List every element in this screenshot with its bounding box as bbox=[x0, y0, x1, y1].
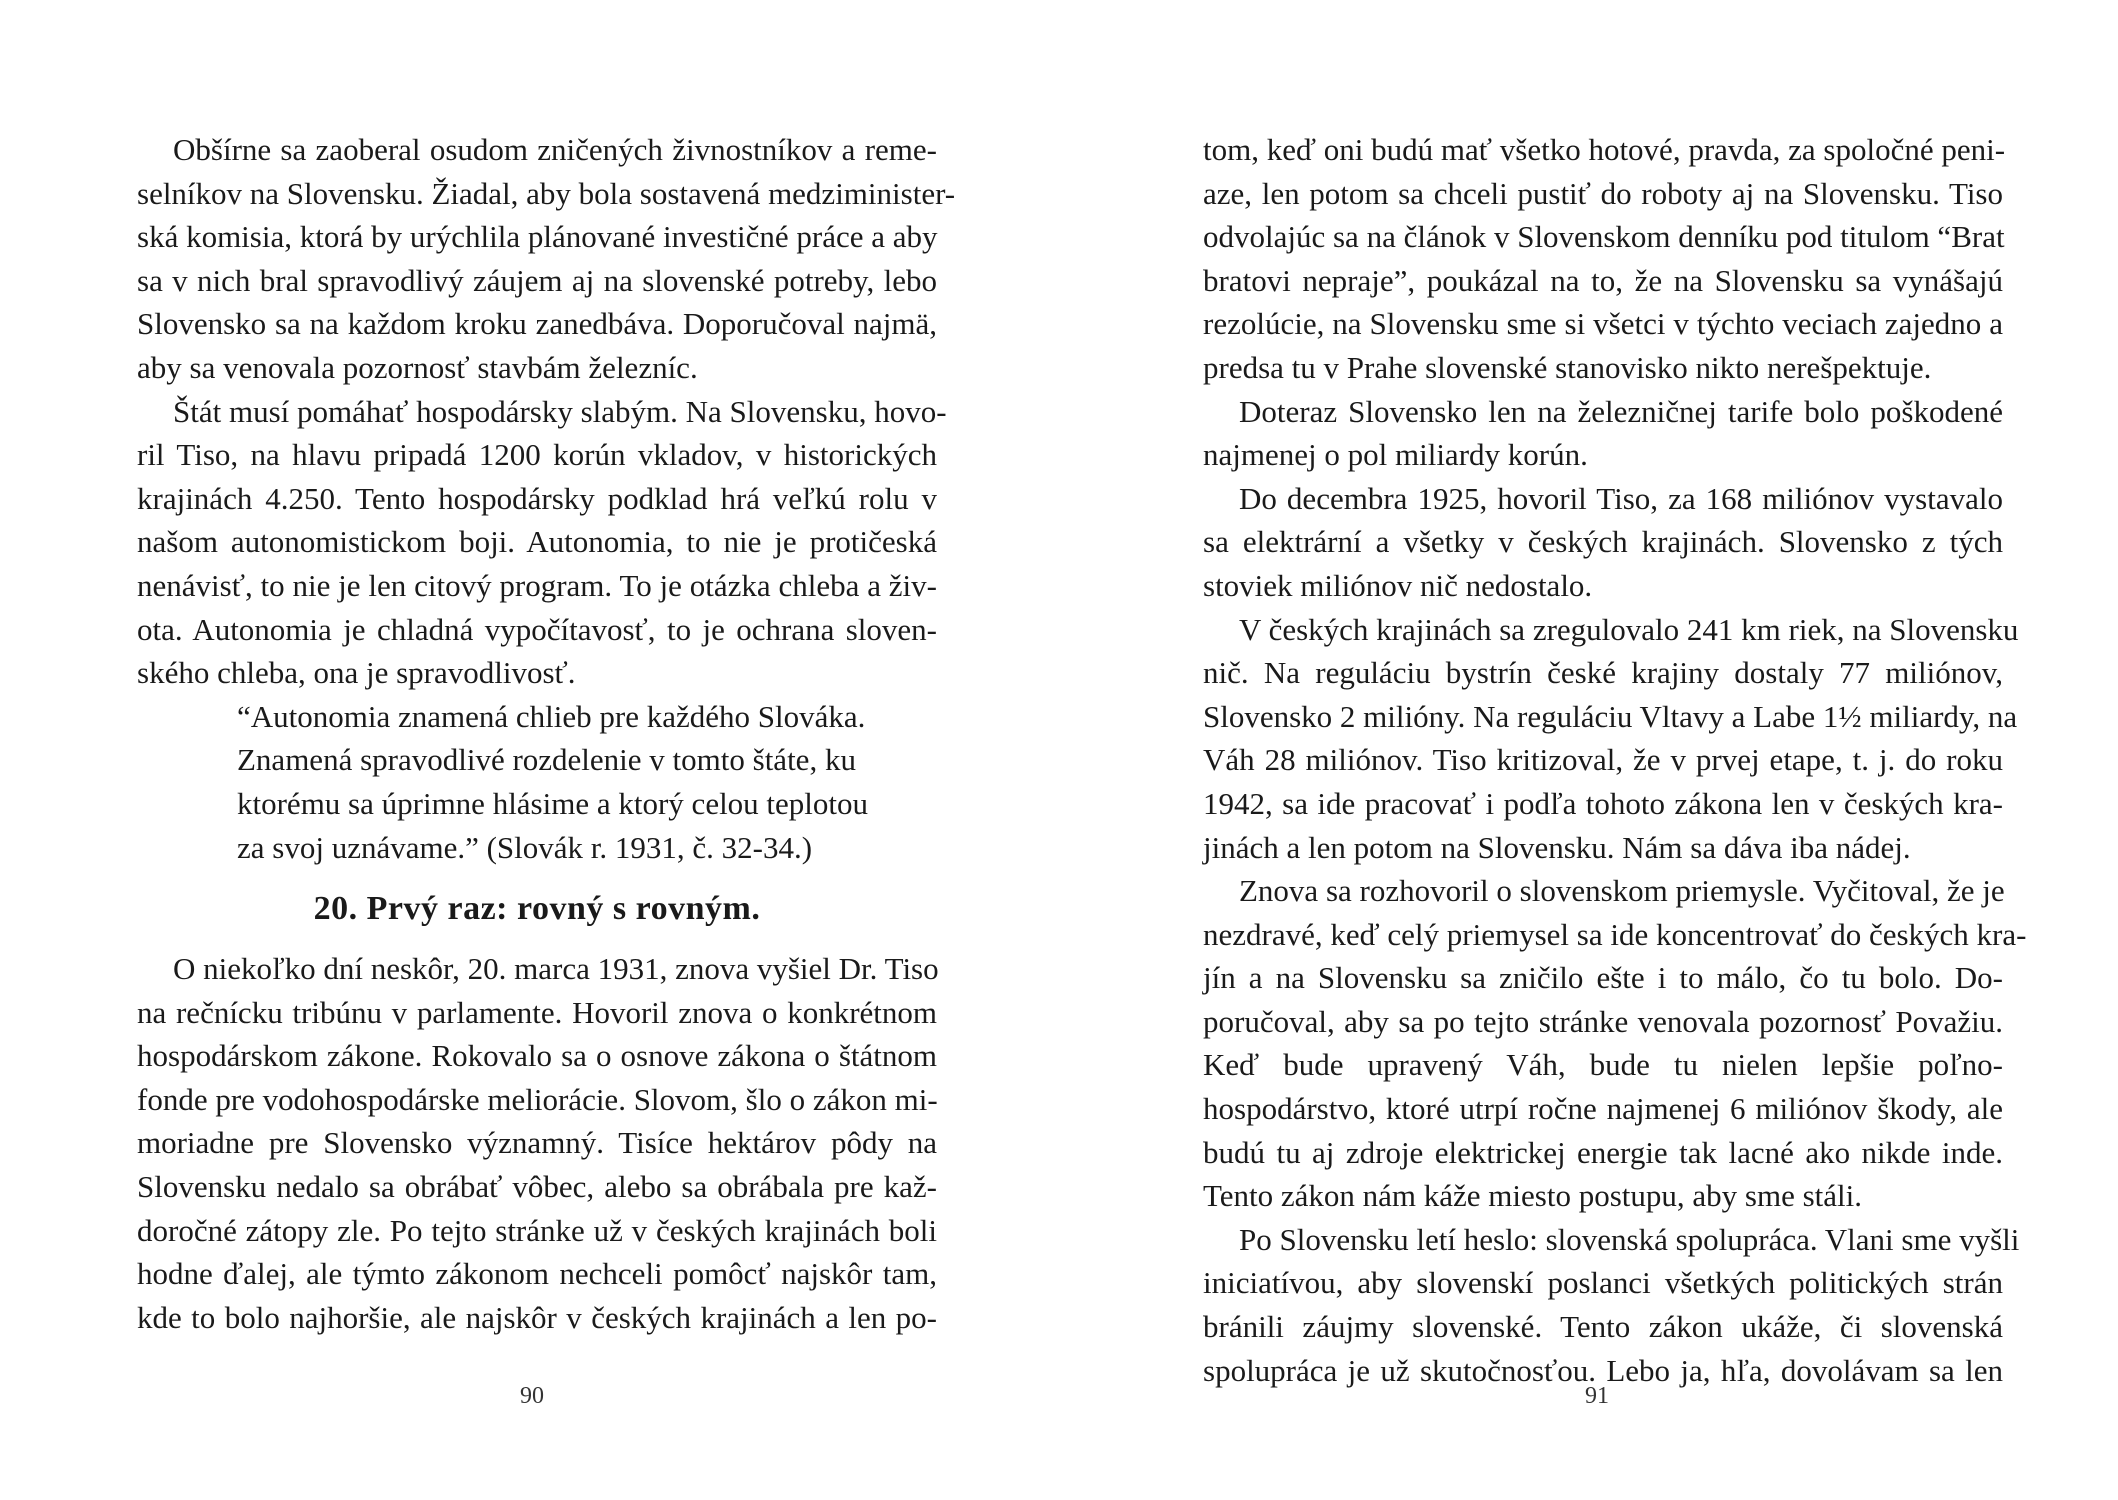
text-line: ská komisia, ktorá by urýchlila plánované investičné práce a aby bbox=[137, 219, 938, 255]
paragraph bbox=[1203, 869, 2027, 1218]
quote-line: za svoj uznávame.” (Slovák r. 1931, č. 32-34.) bbox=[237, 829, 813, 865]
text-line: krajinách 4.250. Tento hospodársky podklad hrá veľkú rolu v bbox=[137, 480, 937, 516]
paragraph bbox=[137, 128, 956, 390]
text-line: aby sa venovala pozornosť stavbám železníc. bbox=[137, 349, 698, 385]
text-line: Tento zákon nám káže miesto postupu, aby sme stáli. bbox=[1203, 1178, 1863, 1214]
text-line: iniciatívou, aby slovenskí poslanci všetkých politických strán bbox=[1203, 1265, 2003, 1301]
paragraph bbox=[1203, 608, 2019, 870]
page-number-right: 91 bbox=[1585, 1383, 1609, 1409]
quote-line: “Autonomia znamená chlieb pre každého Slováka. bbox=[237, 698, 866, 734]
text-line: jinách a len potom na Slovensku. Nám sa dáva iba nádej. bbox=[1203, 829, 1911, 865]
text-line: kde to bolo najhoršie, ale najskôr v českých krajinách a len po- bbox=[137, 1299, 937, 1335]
text-line: predsa tu v Prahe slovenské stanovisko nikto nerešpektuje. bbox=[1203, 349, 1932, 385]
text-line: spolupráca je už skutočnosťou. Lebo ja, hľa, dovolávam sa len bbox=[1203, 1352, 2003, 1388]
text-line: bratovi nepraje”, poukázal na to, že na Slovensku sa vynášajú bbox=[1203, 262, 2003, 298]
text-line: sa elektrární a všetky v českých krajinách. Slovensko z tých bbox=[1203, 524, 2003, 560]
text-line: tom, keď oni budú mať všetko hotové, pravda, za spoločné peni- bbox=[1203, 132, 2006, 167]
paragraph bbox=[1203, 477, 2003, 608]
text-line: Obšírne sa zaoberal osudom zničených živnostníkov a reme- bbox=[173, 132, 937, 167]
text-line: Keď bude upravený Váh, bude tu nielen lepšie poľno- bbox=[1203, 1047, 2003, 1083]
text-line: poručoval, aby sa po tejto stránke venovala pozornosť Považiu. bbox=[1203, 1003, 2003, 1039]
text-line: Štát musí pomáhať hospodársky slabým. Na Slovensku, hovo- bbox=[173, 393, 947, 429]
block-quote bbox=[237, 695, 877, 869]
text-line: ota. Autonomia je chladná vypočítavosť, to je ochrana sloven- bbox=[137, 611, 937, 647]
text-line: Slovensko sa na každom kroku zanedbáva. Doporučoval najmä, bbox=[137, 306, 937, 342]
chapter-heading: 20. Prvý raz: rovný s rovným. bbox=[313, 890, 761, 928]
left-page bbox=[137, 128, 956, 1339]
paragraph bbox=[1203, 128, 2006, 390]
text-line: selníkov na Slovensku. Žiadal, aby bola sostavená medziminister- bbox=[137, 175, 956, 211]
paragraph bbox=[137, 390, 947, 695]
right-paragraphs bbox=[1203, 128, 2027, 1392]
text-line: rezolúcie, na Slovensku sme si všetci v týchto veciach zajedno a bbox=[1203, 306, 2003, 342]
text-line: našom autonomistickom boji. Autonomia, to nie je protičeská bbox=[137, 524, 937, 560]
text-line: aze, len potom sa chceli pustiť do roboty aj na Slovensku. Tiso bbox=[1203, 175, 2003, 211]
text-line: jín a na Slovensku sa zničilo ešte i to málo, čo tu bolo. Do- bbox=[1203, 960, 2003, 996]
quote-line: Znamená spravodlivé rozdelenie v tomto štáte, ku bbox=[237, 742, 856, 778]
right-page bbox=[1203, 128, 2027, 1392]
text-line: sa v nich bral spravodlivý záujem aj na slovenské potreby, lebo bbox=[137, 262, 937, 298]
text-line: Slovensko 2 milióny. Na reguláciu Vltavy a Labe 1½ miliardy, na bbox=[1203, 698, 2018, 734]
text-line: V českých krajinách sa zregulovalo 241 km riek, na Slovensku bbox=[1239, 611, 2019, 647]
text-line: doročné zátopy zle. Po tejto stránke už v českých krajinách boli bbox=[137, 1212, 937, 1248]
text-line: Slovensku nedalo sa obrábať vôbec, alebo sa obrábala pre kaž- bbox=[137, 1169, 937, 1205]
text-line: nič. Na reguláciu bystrín české krajiny dostaly 77 miliónov, bbox=[1203, 655, 2003, 691]
text-line: ril Tiso, na hlavu pripadá 1200 korún vkladov, v historických bbox=[137, 437, 937, 473]
text-line: Po Slovensku letí heslo: slovenská spolupráca. Vlani sme vyšli bbox=[1239, 1221, 2020, 1257]
page-number-left: 90 bbox=[520, 1383, 544, 1409]
text-line: na rečnícku tribúnu v parlamente. Hovoril znova o konkrétnom bbox=[137, 994, 937, 1030]
text-line: Doteraz Slovensko len na železničnej tarife bolo poškodené bbox=[1239, 393, 2003, 429]
quote-line: ktorému sa úprimne hlásime a ktorý celou teplotou bbox=[237, 785, 869, 821]
text-line: hospodárskom zákone. Rokovalo sa o osnove zákona o štátnom bbox=[137, 1038, 937, 1074]
text-line: 1942, sa ide pracovať i podľa tohoto zákona len v českých kra- bbox=[1203, 785, 2003, 821]
text-line: hospodárstvo, ktoré utrpí ročne najmenej 6 miliónov škody, ale bbox=[1203, 1091, 2003, 1127]
paragraph bbox=[1203, 390, 2003, 477]
text-line: moriadne pre Slovensko významný. Tisíce hektárov pôdy na bbox=[137, 1125, 937, 1161]
paragraph bbox=[137, 947, 937, 1339]
text-line: ského chleba, ona je spravodlivosť. bbox=[137, 655, 576, 691]
text-line: Do decembra 1925, hovoril Tiso, za 168 miliónov vystavalo bbox=[1239, 480, 2003, 516]
text-line: Znova sa rozhovoril o slovenskom priemysle. Vyčitoval, že je bbox=[1239, 873, 2005, 909]
left-paragraphs-after bbox=[137, 947, 937, 1339]
text-line: stoviek miliónov nič nedostalo. bbox=[1203, 567, 1593, 603]
left-paragraphs-before bbox=[137, 128, 956, 695]
text-line: nenávisť, to nie je len citový program. To je otázka chleba a živ- bbox=[137, 567, 937, 603]
text-line: budú tu aj zdroje elektrickej energie tak lacné ako nikde inde. bbox=[1203, 1134, 2003, 1170]
text-line: fonde pre vodohospodárske meliorácie. Slovom, šlo o zákon mi- bbox=[137, 1081, 938, 1117]
text-line: najmenej o pol miliardy korún. bbox=[1203, 437, 1588, 473]
text-line: hodne ďalej, ale týmto zákonom nechceli pomôcť najskôr tam, bbox=[137, 1256, 937, 1292]
text-line: odvolajúc sa na článok v Slovenskom denníku pod titulom “Brat bbox=[1203, 219, 2005, 255]
text-line: bránili záujmy slovenské. Tento zákon ukáže, či slovenská bbox=[1203, 1309, 2003, 1345]
paragraph bbox=[1203, 1218, 2020, 1392]
text-line: Váh 28 miliónov. Tiso kritizoval, že v prvej etape, t. j. do roku bbox=[1203, 742, 2003, 778]
text-line: nezdravé, keď celý priemysel sa ide koncentrovať do českých kra- bbox=[1203, 916, 2027, 952]
text-line: O niekoľko dní neskôr, 20. marca 1931, znova vyšiel Dr. Tiso bbox=[173, 951, 939, 987]
